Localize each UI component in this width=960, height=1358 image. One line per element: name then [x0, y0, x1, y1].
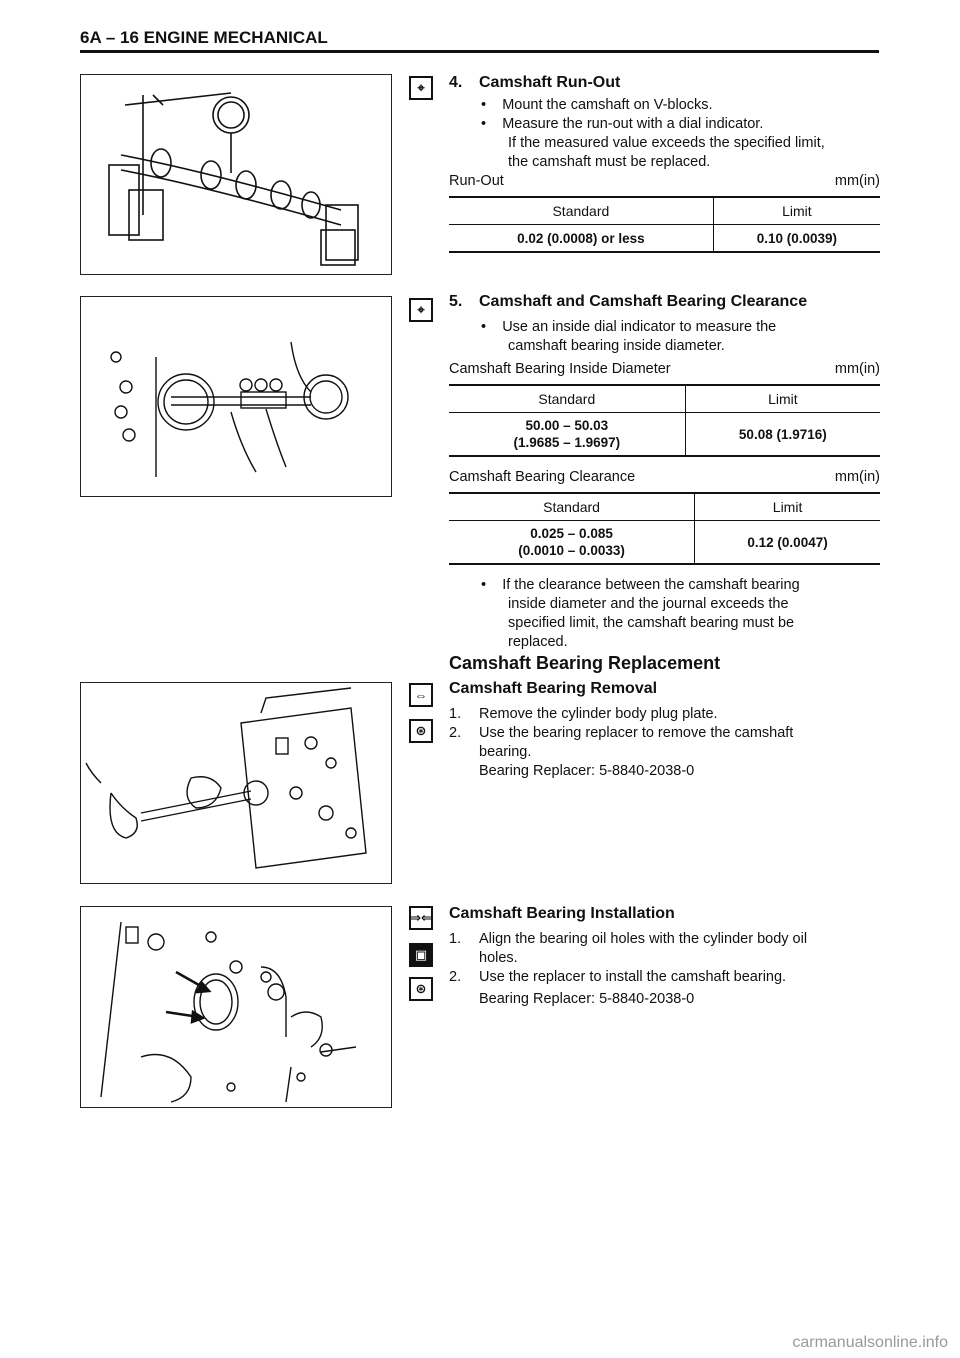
runout-limit-value: 0.10 (0.0039)	[713, 225, 880, 253]
inside-diameter-table-label: Camshaft Bearing Inside Diameter	[449, 361, 671, 377]
bullet-item: • Measure the run-out with a dial indicator.	[481, 116, 764, 132]
runout-table-caption	[449, 173, 880, 189]
section-4-number: 4.	[449, 74, 463, 91]
bullet-text: specified limit, the camshaft bearing must be	[508, 615, 795, 631]
bullet-text: Measure the run-out with a dial indicator.	[502, 116, 764, 132]
step-text: Use the replacer to install the camshaft bearing.	[479, 969, 787, 985]
figure-bearing-removal	[80, 682, 392, 884]
special-tool-icon: ⊛	[409, 977, 433, 1001]
bullet-text: replaced.	[508, 634, 568, 650]
note-line: the camshaft must be replaced.	[508, 154, 711, 170]
installation-title: Camshaft Bearing Installation	[449, 905, 675, 922]
inside-diameter-table-caption	[449, 361, 880, 377]
removal-arrows-icon: ⇔	[409, 683, 433, 707]
clearance-table-label: Camshaft Bearing Clearance	[449, 469, 636, 485]
list-item	[449, 930, 880, 968]
clearance-standard-value	[449, 521, 695, 565]
runout-table	[449, 196, 880, 253]
list-item	[449, 724, 880, 781]
value-line: 0.025 – 0.085	[530, 526, 613, 541]
measure-icon: ⌖	[409, 76, 433, 100]
bullet-text: If the clearance between the camshaft bearing	[502, 577, 800, 593]
list-item	[449, 705, 880, 724]
step-number: 1.	[449, 931, 462, 947]
figure-camshaft-runout	[80, 74, 392, 275]
runout-table-label: Run-Out	[449, 173, 504, 189]
step-number: 1.	[449, 706, 462, 722]
tool-number: Bearing Replacer: 5-8840-2038-0	[479, 991, 695, 1007]
section-5-bullet	[481, 318, 881, 356]
clearance-closing-bullet	[481, 576, 881, 652]
runout-standard-value: 0.02 (0.0008) or less	[449, 225, 713, 253]
col-standard: Standard	[449, 493, 695, 521]
value-line: (0.0010 – 0.0033)	[518, 543, 625, 558]
clearance-table	[449, 492, 880, 565]
special-tool-icon: ⊛	[409, 719, 433, 743]
camshaft-runout-illustration	[81, 75, 391, 274]
inspect-icon: ▣	[409, 943, 433, 967]
bullet-text: inside diameter and the journal exceeds the	[508, 596, 789, 612]
section-4-heading	[449, 74, 620, 92]
installation-arrows-icon: ⇒⇐	[409, 906, 433, 930]
bearing-installation-illustration	[81, 907, 391, 1107]
step-number: 2.	[449, 725, 462, 741]
installation-steps	[449, 930, 880, 1009]
section-5-number: 5.	[449, 293, 463, 310]
section-5-heading	[449, 293, 807, 311]
step-number: 2.	[449, 969, 462, 985]
runout-table-unit: mm(in)	[834, 173, 880, 189]
replacement-title: Camshaft Bearing Replacement	[449, 653, 721, 673]
page-header: 6A – 16 ENGINE MECHANICAL	[80, 28, 328, 47]
step-text: Align the bearing oil holes with the cylinder body oil	[479, 931, 808, 947]
col-standard: Standard	[449, 197, 713, 225]
inside-diameter-standard-value	[449, 413, 685, 457]
inside-diameter-table-unit: mm(in)	[834, 361, 880, 377]
step-text: bearing.	[479, 744, 532, 760]
figure-bearing-installation	[80, 906, 392, 1108]
step-text: Remove the cylinder body plug plate.	[479, 706, 718, 722]
col-standard: Standard	[449, 385, 685, 413]
value-line: 50.00 – 50.03	[525, 418, 609, 433]
section-4-title: Camshaft Run-Out	[479, 74, 621, 91]
bullet-note	[481, 134, 881, 172]
step-text: holes.	[479, 950, 518, 966]
bullet-item: • Mount the camshaft on V-blocks.	[481, 97, 713, 113]
inside-dial-indicator-illustration	[81, 297, 391, 496]
bullet-text: camshaft bearing inside diameter.	[508, 338, 725, 354]
bullet-text: Mount the camshaft on V-blocks.	[502, 97, 713, 113]
bullet-text: Use an inside dial indicator to measure the	[502, 319, 777, 335]
col-limit: Limit	[695, 493, 880, 521]
col-limit: Limit	[685, 385, 880, 413]
clearance-limit-value: 0.12 (0.0047)	[695, 521, 880, 565]
section-4-bullets	[481, 96, 881, 172]
bullet-item: • Use an inside dial indicator to measure the	[481, 319, 777, 335]
step-text: Use the bearing replacer to remove the camshaft	[479, 725, 794, 741]
inside-diameter-limit-value: 50.08 (1.9716)	[685, 413, 880, 457]
tool-number: Bearing Replacer: 5-8840-2038-0	[479, 763, 695, 779]
bearing-removal-illustration	[81, 683, 391, 883]
clearance-table-unit: mm(in)	[834, 469, 880, 485]
bullet-item: • If the clearance between the camshaft bearing	[481, 577, 800, 593]
header-rule	[80, 50, 879, 53]
col-limit: Limit	[713, 197, 880, 225]
measure-icon: ⌖	[409, 298, 433, 322]
watermark: carmanualsonline.info	[792, 1334, 948, 1351]
value-line: (1.9685 – 1.9697)	[513, 435, 621, 450]
section-5-title: Camshaft and Camshaft Bearing Clearance	[479, 293, 808, 310]
inside-diameter-table	[449, 384, 880, 457]
removal-title: Camshaft Bearing Removal	[449, 680, 658, 697]
list-item	[449, 968, 880, 1009]
figure-bearing-inside-diameter	[80, 296, 392, 497]
removal-steps	[449, 705, 880, 781]
clearance-table-caption	[449, 469, 880, 485]
note-line: If the measured value exceeds the specified limit,	[508, 135, 825, 151]
